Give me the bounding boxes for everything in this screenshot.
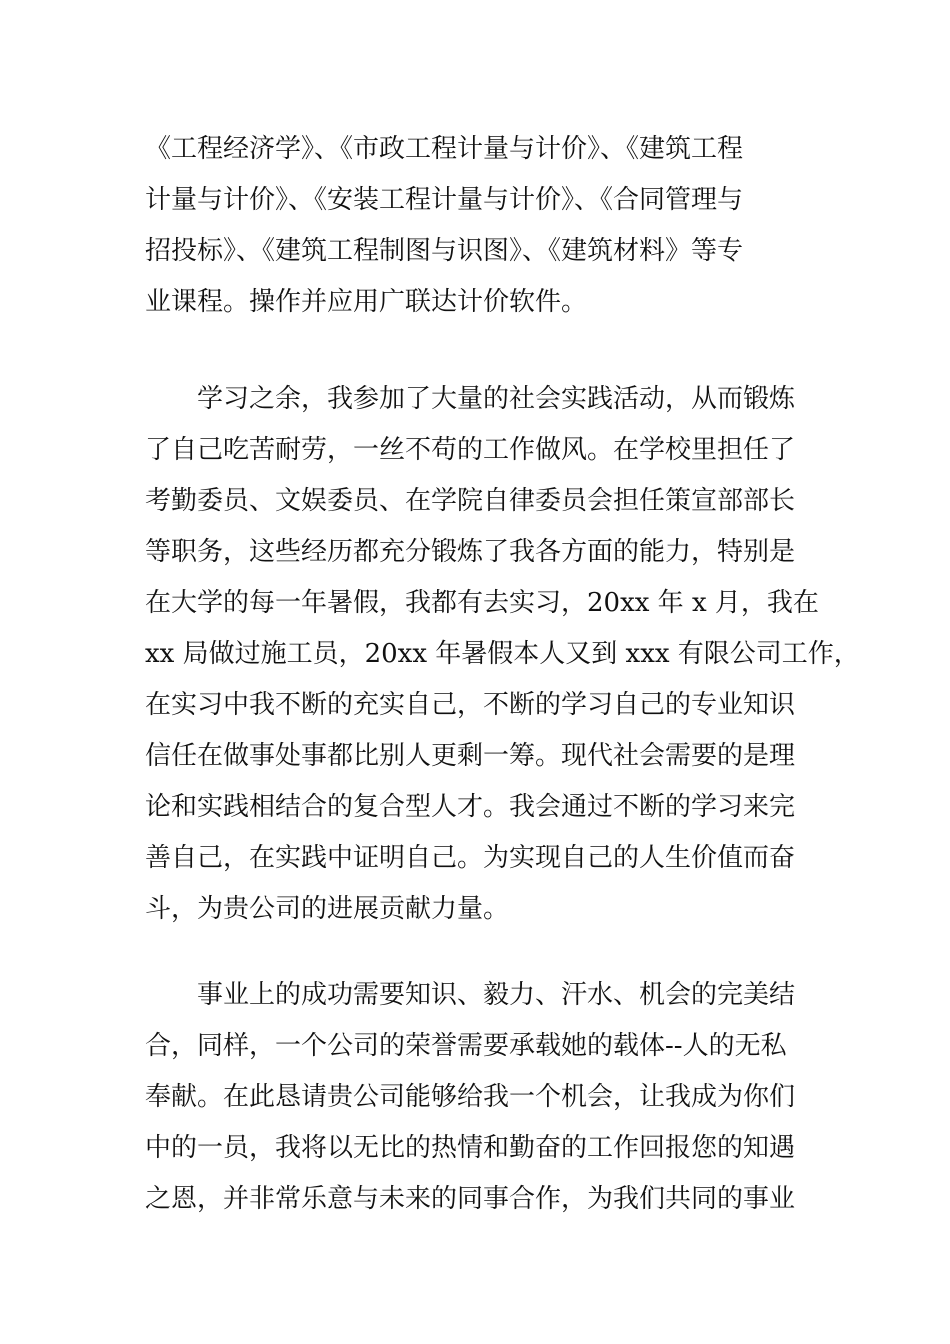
paragraph-line: 《工程经济学》、《市政工程计量与计价》、《建筑工程 <box>145 134 744 164</box>
paragraph-line: 奉献。在此恳请贵公司能够给我一个机会，让我成为你们 <box>145 1082 796 1112</box>
paragraph-line: 合，同样，一个公司的荣誉需要承载她的载体--人的无私 <box>145 1031 787 1061</box>
paragraph-line: 招投标》、《建筑工程制图与识图》、《建筑材料》等专 <box>145 236 744 266</box>
paragraph-line: 在实习中我不断的充实自己，不断的学习自己的专业知识 <box>145 690 796 720</box>
paragraph-line: 在大学的每一年暑假，我都有去实习，20xx 年 x 月，我在 <box>145 588 819 618</box>
paragraph-line: 业课程。操作并应用广联达计价软件。 <box>145 287 588 317</box>
paragraph-line: 计量与计价》、《安装工程计量与计价》、《合同管理与 <box>145 185 744 215</box>
paragraph-line: xx 局做过施工员，20xx 年暑假本人又到 xxx 有限公司工作， <box>145 639 860 669</box>
paragraph-line: 论和实践相结合的复合型人才。我会通过不断的学习来完 <box>145 792 796 822</box>
paragraph-line: 斗，为贵公司的进展贡献力量。 <box>145 894 510 924</box>
paragraph-practice <box>145 374 860 935</box>
paragraph-line: 了自己吃苦耐劳，一丝不苟的工作做风。在学校里担任了 <box>145 435 796 465</box>
paragraph-line: 信任在做事处事都比别人更剩一筹。现代社会需要的是理 <box>145 741 796 771</box>
paragraph-line: 考勤委员、文娱委员、在学院自律委员会担任策宣部部长 <box>145 486 796 516</box>
paragraph-line: 等职务，这些经历都充分锻炼了我各方面的能力，特别是 <box>145 537 796 567</box>
paragraph-closing <box>145 970 815 1225</box>
paragraph-line: 中的一员，我将以无比的热情和勤奋的工作回报您的知遇 <box>145 1133 796 1163</box>
paragraph-courses <box>145 124 815 328</box>
paragraph-line: 事业上的成功需要知识、毅力、汗水、机会的完美结 <box>197 980 796 1010</box>
paragraph-line: 之恩，并非常乐意与未来的同事合作，为我们共同的事业 <box>145 1184 796 1214</box>
paragraph-line: 学习之余，我参加了大量的社会实践活动，从而锻炼 <box>197 384 796 414</box>
paragraph-line: 善自己，在实践中证明自己。为实现自己的人生价值而奋 <box>145 843 796 873</box>
